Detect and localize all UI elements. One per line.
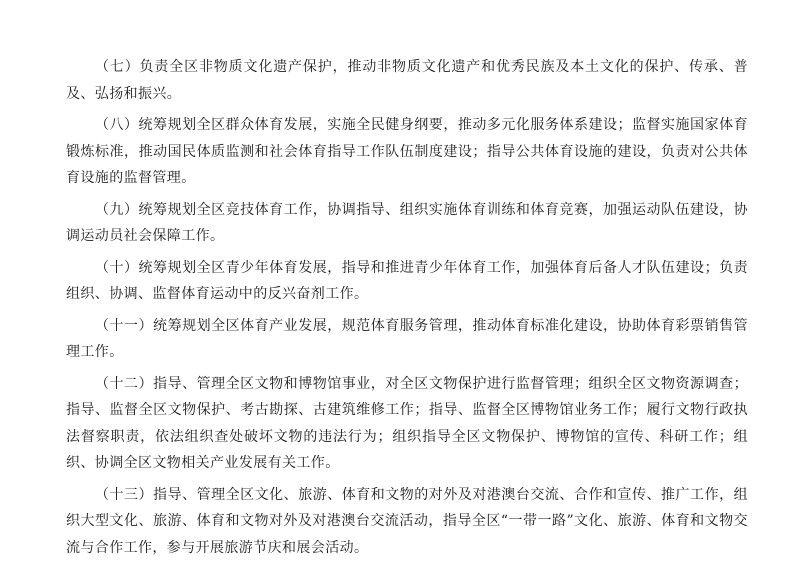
paragraph-12: （十二）指导、管理全区文物和博物馆事业，对全区文物保护进行监督管理；组织全区文物资源调查；指导、监督全区文物保护、考古勘探、古建筑维修工作；指导、监督全区博物馆业务工作；履行文物行政执法督察职责，依法组织查处破坏文物的违法行为；组织指导全区文物保护、博物馆的宣传、科研工作；组织、协调全区文物相关产业发展有关工作。 (66, 375, 748, 471)
paragraph-8: （八）统筹规划全区群众体育发展，实施全民健身纲要，推动多元化服务体系建设；监督实施国家体育锻炼标准，推动国民体质监测和社会体育指导工作队伍制度建设；指导公共体育设施的建设，负责对公共体育设施的监督管理。 (66, 117, 748, 186)
paragraph-11: （十一）统筹规划全区体育产业发展，规范体育服务管理，推动体育标准化建设，协助体育彩票销售管理工作。 (66, 317, 748, 360)
paragraph-10: （十）统筹规划全区青少年体育发展，指导和推进青少年体育工作，加强体育后备人才队伍建设；负责组织、协调、监督体育运动中的反兴奋剂工作。 (66, 259, 748, 302)
paragraph-13: （十三）指导、管理全区文化、旅游、体育和文物的对外及对港澳台交流、合作和宣传、推广工作，组织大型文化、旅游、体育和文物对外及对港澳台交流活动，指导全区“一带一路”文化、旅游、体育和文物交流与合作工作，参与开展旅游节庆和展会活动。 (66, 486, 748, 556)
document-body (66, 54, 748, 566)
paragraph-9: （九）统筹规划全区竞技体育工作，协调指导、组织实施体育训练和体育竞赛，加强运动队伍建设，协调运动员社会保障工作。 (66, 201, 748, 244)
paragraph-7: （七）负责全区非物质文化遗产保护，推动非物质文化遗产和优秀民族及本土文化的保护、传承、普及、弘扬和振兴。 (66, 59, 748, 102)
